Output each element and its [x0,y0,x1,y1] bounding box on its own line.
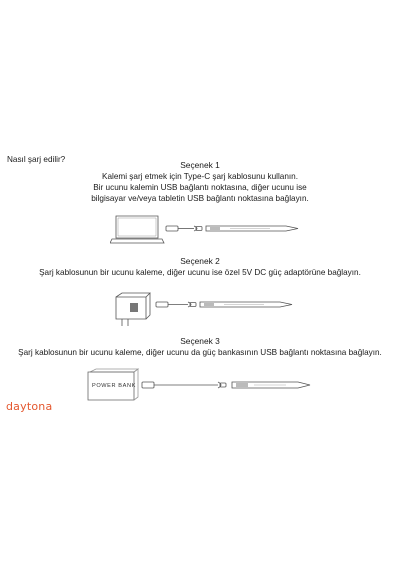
option-3-title: Seçenek 3 [180,336,220,346]
usb-cable-icon [142,382,226,388]
option-1-line-3: bilgisayar ve/veya tabletin USB bağlantı noktasına bağlayın. [91,194,309,203]
option-3-line-1: Şarj kablosunun bir ucunu kaleme, diğer ucunu da güç bankasının USB bağlantı noktasına bağlayın. [18,348,382,357]
intro-question: Nasıl şarj edilir? [7,155,66,164]
option-3-illustration [86,368,316,404]
usb-cable-icon [156,302,196,307]
stylus-pen-icon [232,382,310,388]
option-2-illustration [112,291,302,329]
option-2-title: Seçenek 2 [180,256,220,266]
laptop-icon [110,216,164,243]
option-1-line-1: Kalemi şarj etmek için Type-C şarj kablosunu kullanın. [102,172,298,181]
stylus-pen-icon [200,302,292,307]
power-bank-label: POWER BANK [92,383,136,389]
option-1-line-2: Bir ucunu kalemin USB bağlantı noktasına, diğer ucunu ise [93,183,307,192]
stylus-pen-icon [206,226,298,231]
brand-logo: daytona [6,400,53,413]
option-1-title: Seçenek 1 [180,160,220,170]
option-1-illustration [110,214,310,250]
power-adapter-icon [116,293,150,326]
usb-cable-icon [166,226,202,231]
option-2-line-1: Şarj kablosunun bir ucunu kaleme, diğer ucunu ise özel 5V DC güç adaptörüne bağlayın. [39,268,361,277]
